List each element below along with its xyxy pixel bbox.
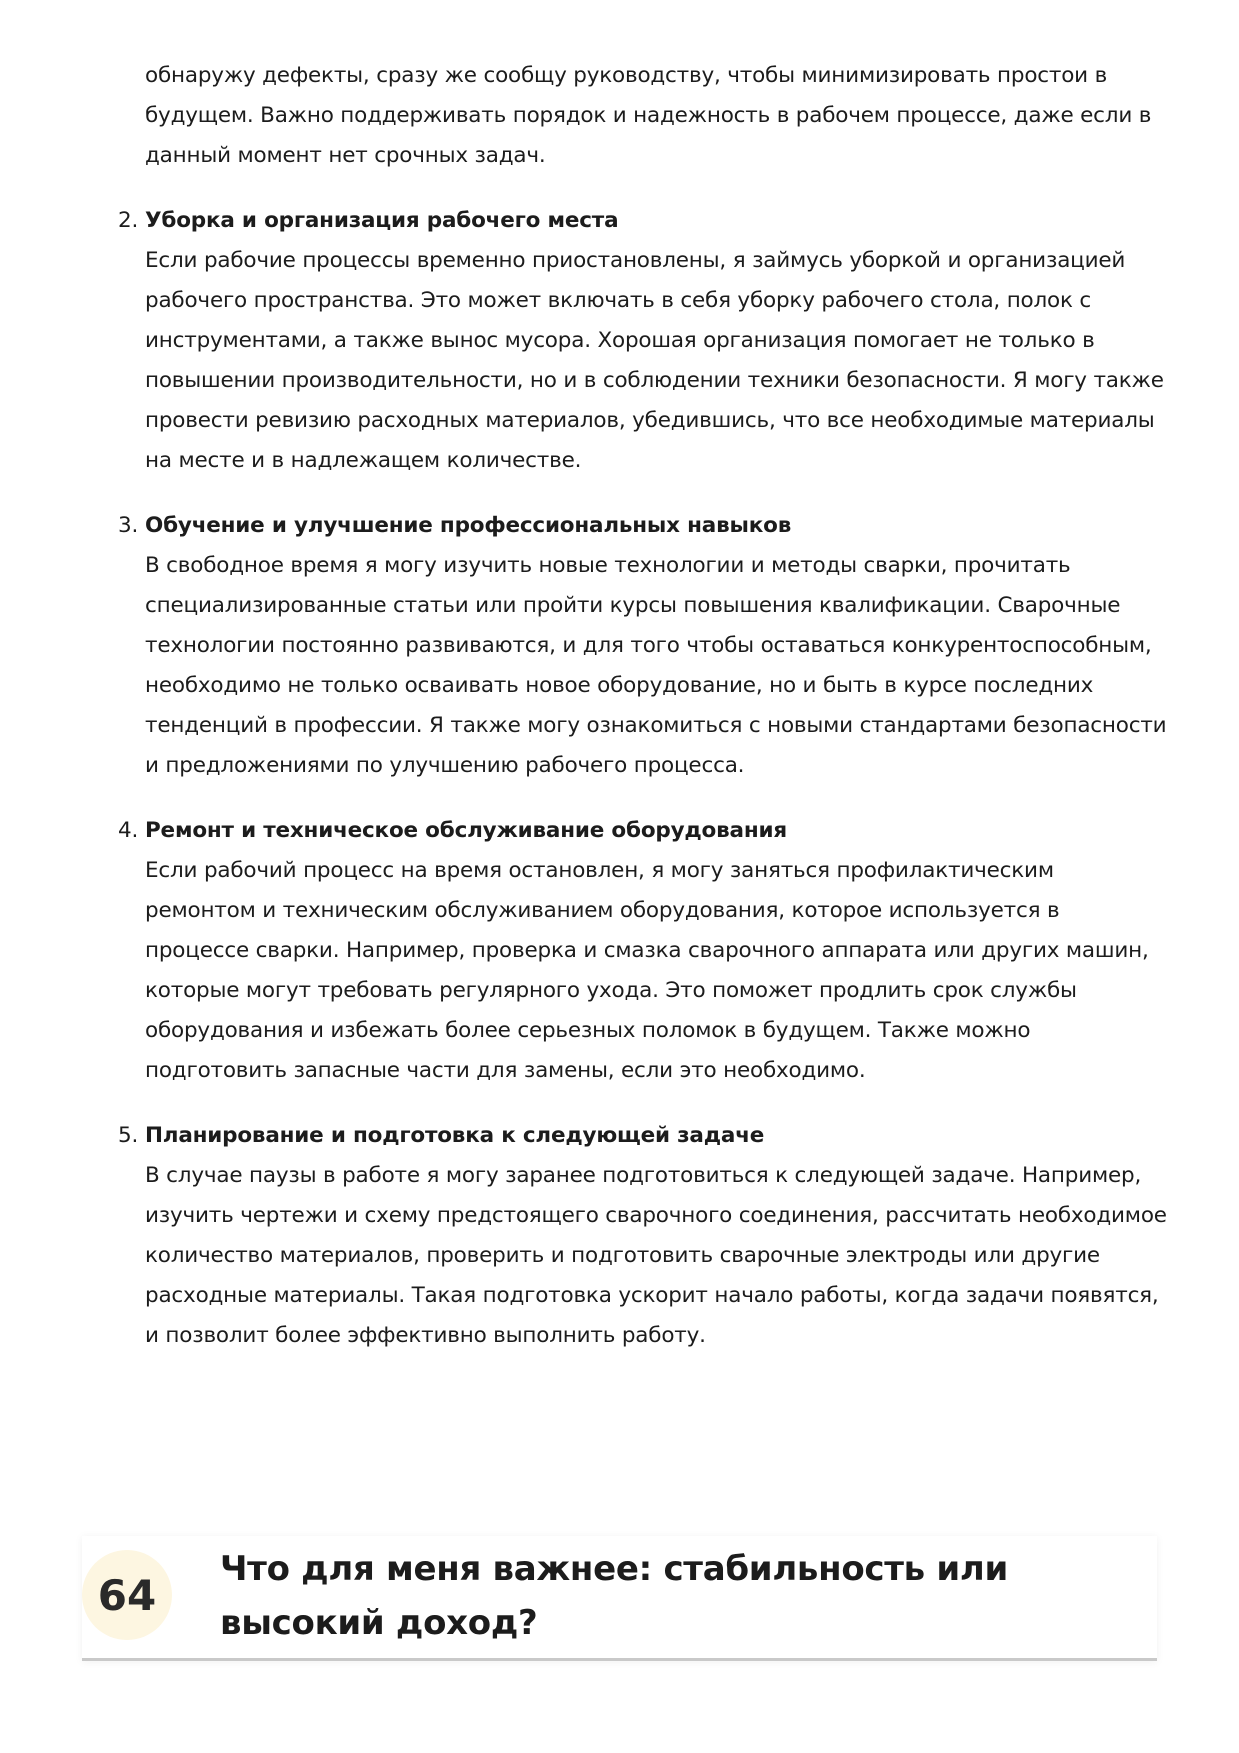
list-item [118,811,1168,1091]
item-title: Планирование и подготовка к следующей задаче [145,1123,765,1148]
intro-paragraph: обнаружу дефекты, сразу же сообщу руководству, чтобы минимизировать простои в будущем. Важно поддерживать порядок и надежность в рабочем процессе, даже если в данный момент нет срочных задач. [145,63,1152,168]
item-body: В случае паузы в работе я могу заранее подготовиться к следующей задаче. Например, изучить чертежи и схему предстоящего сварочного соединения, рассчитать необходимое количество материалов, проверить и подготовить сварочные электроды или другие расходные материалы. Такая подготовка ускорит начало работы, когда задачи появятся, и позволит более эффективно выполнить работу. [145,1163,1167,1348]
list-item [118,506,1168,786]
item-title: Уборка и организация рабочего места [145,208,619,233]
item-body: Если рабочий процесс на время остановлен, я могу заняться профилактическим ремонтом и техническим обслуживанием оборудования, которое используется в процессе сварки. Например, проверка и смазка сварочного аппарата или других машин, которые могут требовать регулярного ухода. Это поможет продлить срок службы оборудования и избежать более серьезных поломок в будущем. Также можно подготовить запасные части для замены, если это необходимо. [145,858,1149,1083]
item-number: 4. [118,818,139,843]
question-title: Что для меня важнее: стабильность или высокий доход? [220,1549,1009,1643]
item-body: В свободное время я могу изучить новые технологии и методы сварки, прочитать специализированные статьи или пройти курсы повышения квалификации. Сварочные технологии постоянно развиваются, и для того чтобы оставаться конкурентоспособным, необходимо не только осваивать новое оборудование, но и быть в курсе последних тенденций в профессии. Я также могу ознакомиться с новыми стандартами безопасности и предложениями по улучшению рабочего процесса. [145,553,1167,778]
question-header [82,1536,1157,1661]
item-number: 5. [118,1123,139,1148]
item-title: Ремонт и техническое обслуживание оборудования [145,818,787,843]
item-number: 3. [118,513,139,538]
question-number-badge: 64 [82,1550,172,1640]
list-item [118,1116,1168,1356]
item-number: 2. [118,208,139,233]
item-title: Обучение и улучшение профессиональных навыков [145,513,792,538]
answer-list [118,201,1168,1356]
item-body: Если рабочие процессы временно приостановлены, я займусь уборкой и организацией рабочего пространства. Это может включать в себя уборку рабочего стола, полок с инструментами, а также вынос мусора. Хорошая организация помогает не только в повышении производительности, но и в соблюдении техники безопасности. Я могу также провести ревизию расходных материалов, убедившись, что все необходимые материалы на месте и в надлежащем количестве. [145,248,1164,473]
list-item [118,201,1168,481]
document-body [118,56,1168,1381]
